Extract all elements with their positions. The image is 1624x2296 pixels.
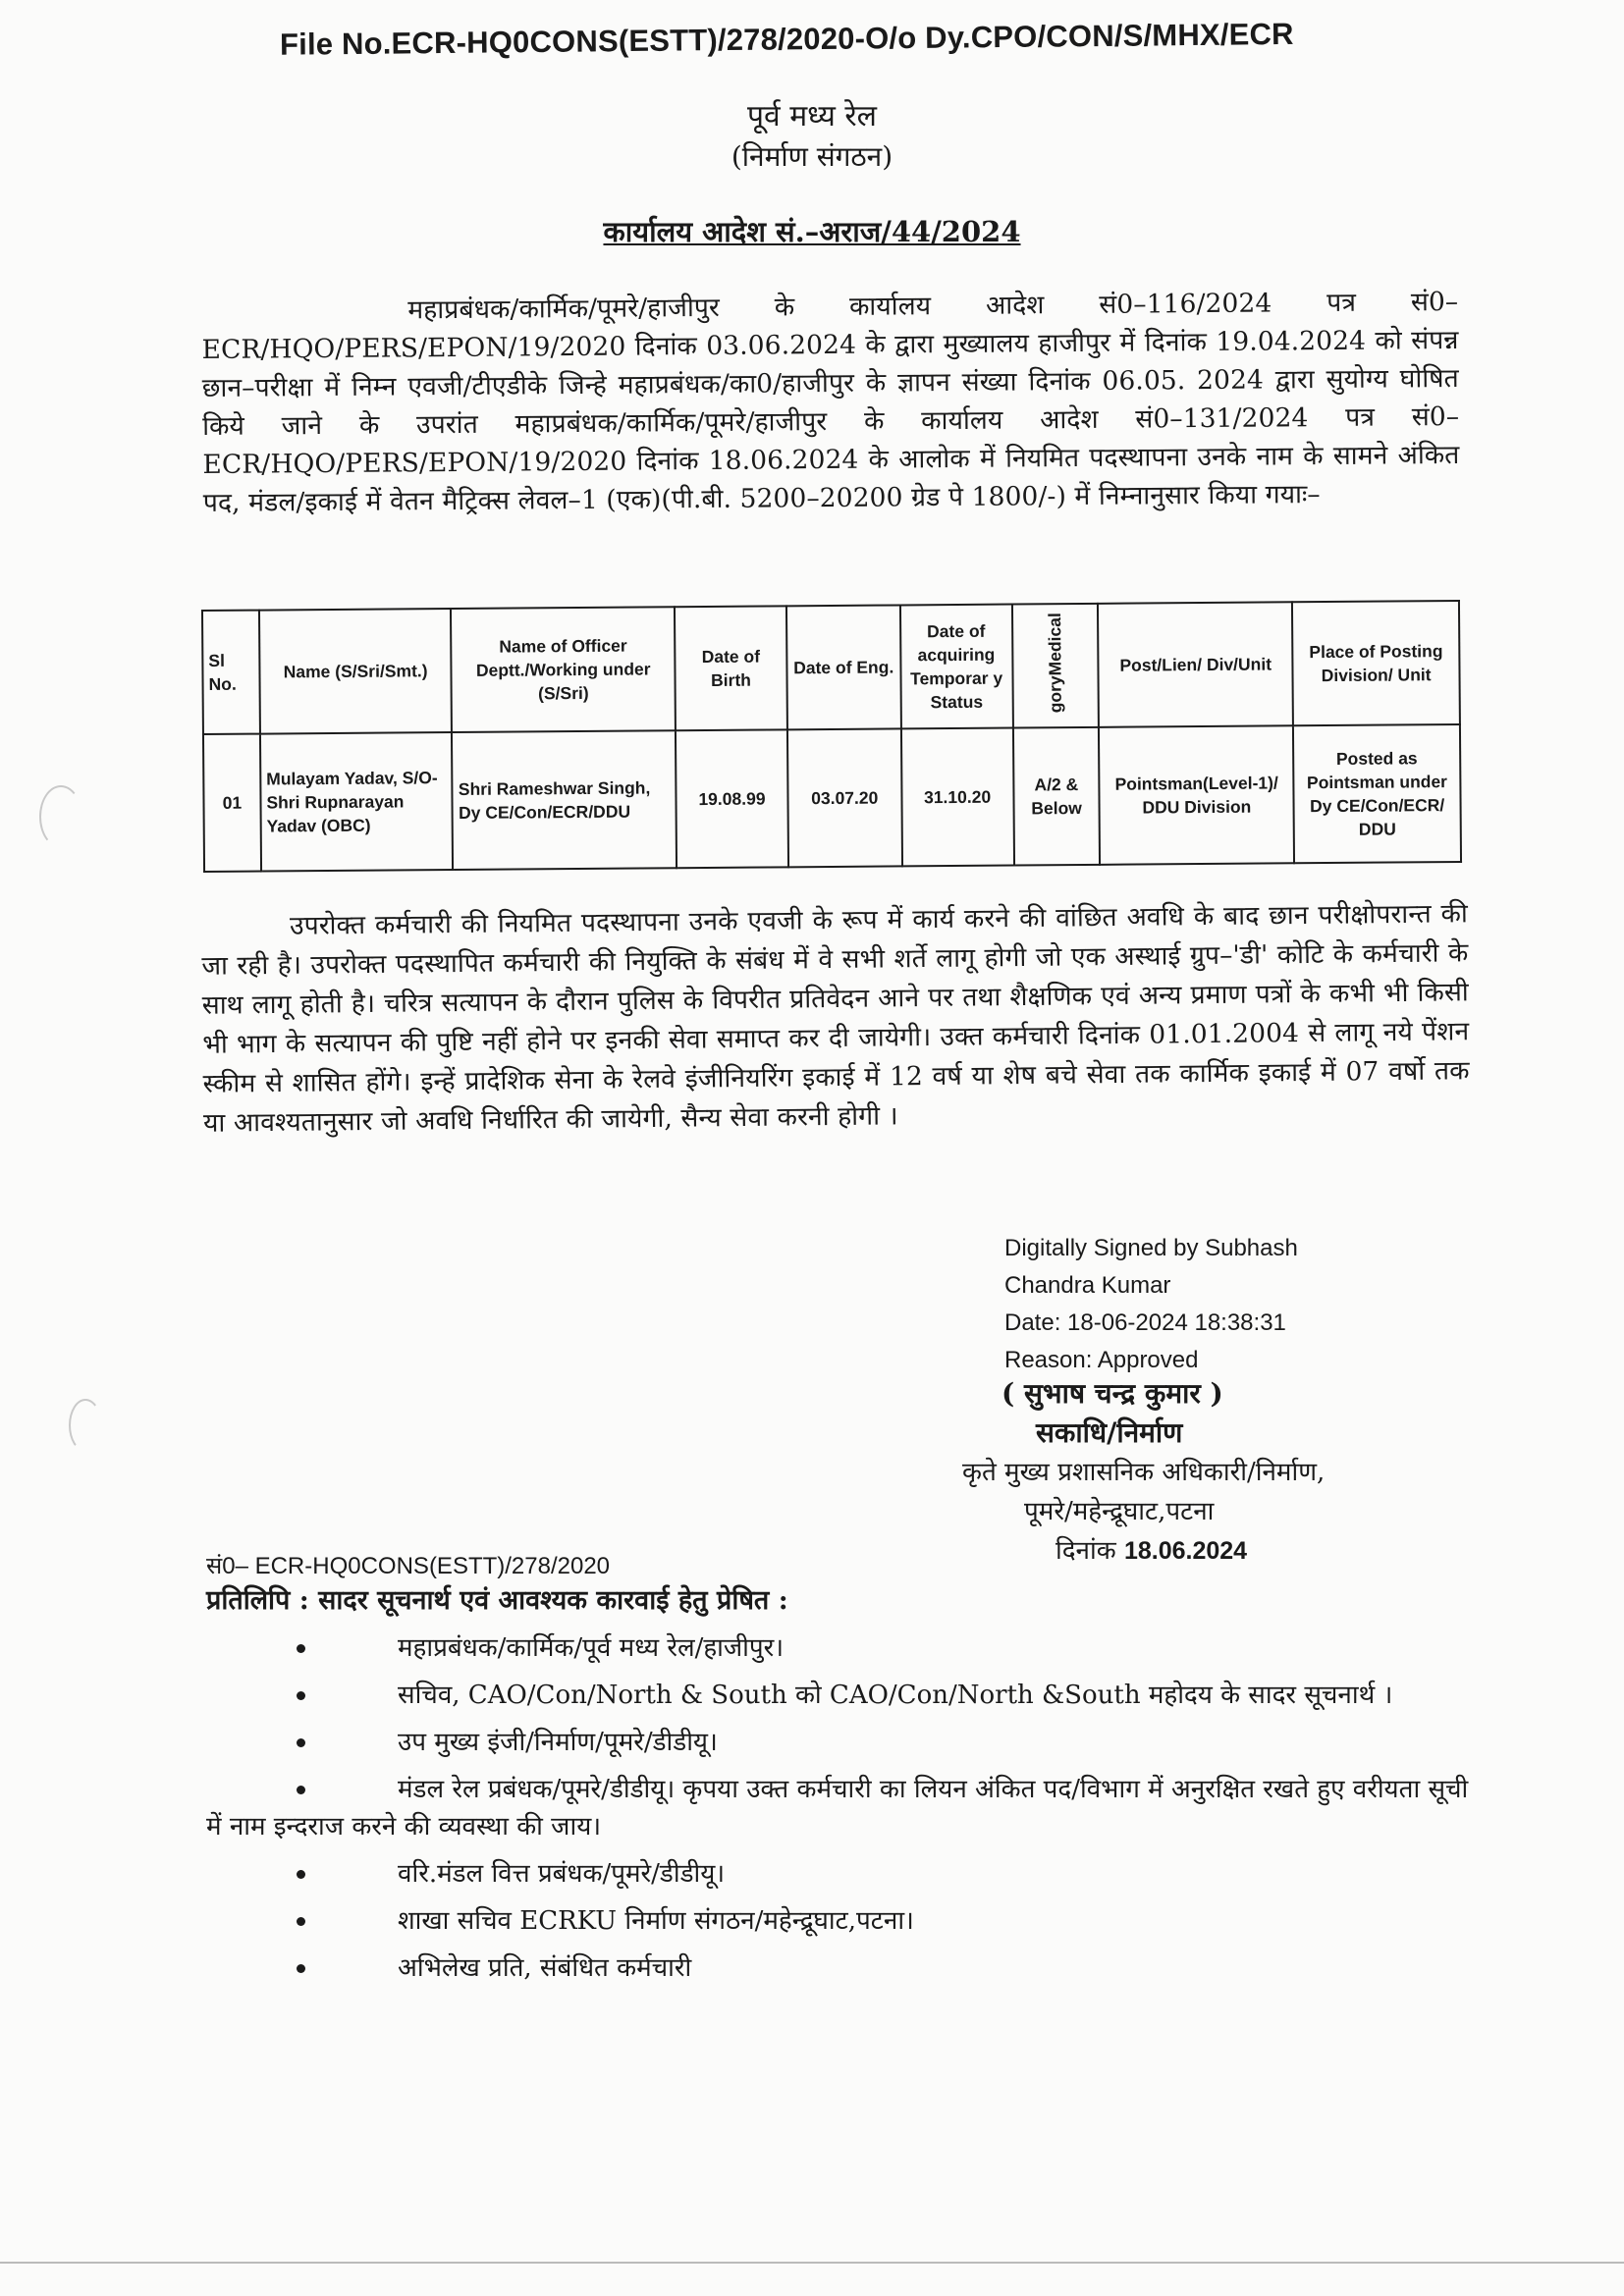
scan-edge-line [0, 2262, 1624, 2264]
cell-date-of-engagement: 03.07.20 [787, 728, 902, 867]
list-item [206, 1771, 1483, 1845]
bullet-icon [297, 1644, 305, 1653]
bullet-icon [297, 1870, 305, 1879]
table-header-row [202, 601, 1460, 734]
punch-hole-mark [69, 1399, 102, 1452]
bullet-icon [297, 1691, 305, 1700]
header-place-of-posting: Place of Posting Division/ Unit [1292, 601, 1460, 725]
list-item-text: सचिव, CAO/Con/North & South को CAO/Con/North &South महोदय के सादर सूचनार्थ । [398, 1681, 1393, 1710]
signature-date [1056, 1531, 1247, 1567]
digital-signature-block [1004, 1230, 1495, 1379]
cell-officer: Shri Rameshwar Singh, Dy CE/Con/ECR/DDU [452, 730, 677, 870]
header-temporary-status: Date of acquiring Temporar y Status [900, 605, 1013, 729]
list-item [206, 1629, 1483, 1667]
header-sl-no: Sl No. [202, 611, 260, 734]
list-item-text: मंडल रेल प्रबंधक/पूमरे/डीडीयू। कृपया उक्त कर्मचारी का लियन अंकित पद/विभाग में अनुरक्षित रखते हुए वरीयता सूची में नाम इन्दराज करने की व्यवस्था की जाय। [206, 1775, 1469, 1842]
organization-name: पूर्व मध्य रेल [746, 99, 878, 133]
copy-to-list [206, 1629, 1483, 1997]
header-medical-category [1011, 604, 1099, 728]
staff-table [201, 600, 1462, 873]
copy-reference-number: सं0– ECR-HQ0CONS(ESTT)/278/2020 [206, 1553, 611, 1579]
bullet-icon [297, 1786, 305, 1794]
bullet-icon [297, 1917, 305, 1926]
organization-subtitle: (निर्माण संगठन) [731, 140, 893, 173]
copy-to-heading: प्रतिलिपि : सादर सूचनार्थ एवं आवश्यक कारवाई हेतु प्रेषित : [206, 1585, 788, 1616]
header-post: Post/Lien/ Div/Unit [1098, 602, 1293, 727]
cell-temporary-status: 31.10.20 [901, 728, 1014, 867]
list-item-text: वरि.मंडल वित्त प्रबंधक/पूमरे/डीडीयू। [398, 1859, 726, 1889]
header-date-of-engagement: Date of Eng. [786, 605, 901, 729]
list-item-text: उप मुख्य इंजी/निर्माण/पूमरे/डीडीयू। [398, 1728, 718, 1757]
conditions-paragraph: उपरोक्त कर्मचारी की नियमित पदस्थापना उनके एवजी के रूप में कार्य करने की वांछित अवधि के बाद छान परीक्षोपरान्त की जा रही है। उपरोक्त पदस्थापित कर्मचारी की नियुक्ति के संबंध में वे सभी शर्ते लागू होगी जो एक अस्थाई ग्रुप–'डी' कोटि के कर्मचारी के साथ लागू होती है। चरित्र सत्यापन के दौरान पुलिस के विपरीत प्रतिवेदन आने पर तथा शैक्षणिक एवं अन्य प्रमाण पत्रों के कभी भी किसी भी भाग के सत्यापन की पुष्टि नहीं होने पर इनकी सेवा समाप्त कर दी जायेगी। उक्त कर्मचारी दिनांक 01.01.2004 से लागू नये पेंशन स्कीम से शासित होंगे। इन्हें प्रादेशिक सेना के रेलवे इंजीनियरिंग इकाई में 12 वर्ष या शेष बचे सेवा तक कार्मिक इकाई में 07 वर्षो तक या आवश्यतानुसार जो अवधि निर्धारित की जायेगी, सैन्य सेवा करनी होगी । [201, 898, 1470, 1139]
cell-date-of-birth: 19.08.99 [676, 729, 788, 868]
signatory-office-line-1: कृते मुख्य प्रशासनिक अधिकारी/निर्माण, [962, 1458, 1326, 1487]
header-date-of-birth: Date of Birth [675, 606, 787, 730]
cell-sl-no: 01 [203, 734, 261, 872]
list-item-text: अभिलेख प्रति, संबंधित कर्मचारी [398, 1953, 692, 1983]
cell-medical-category: A/2 & Below [1012, 727, 1100, 866]
punch-hole-mark [39, 785, 82, 848]
header-name: Name (S/Sri/Smt.) [259, 609, 453, 734]
signatory-designation: सकाधि/निर्माण [1036, 1416, 1183, 1449]
list-item [206, 1949, 1483, 1987]
list-item-text: महाप्रबंधक/कार्मिक/पूर्व मध्य रेल/हाजीपुर। [398, 1633, 785, 1663]
header-officer: Name of Officer Deptt./Working under (S/Sri) [451, 607, 676, 732]
signatory-name: ( सुभाष चन्द्र कुमार ) [1001, 1377, 1223, 1410]
header-medical-label: goryMedical [1045, 613, 1066, 714]
digital-signature-reason: Reason: Approved [1004, 1347, 1199, 1373]
bullet-icon [297, 1738, 305, 1747]
cell-place-of-posting: Posted as Pointsman under Dy CE/Con/ECR/ DDU [1293, 724, 1461, 863]
list-item [206, 1724, 1483, 1761]
signature-date-value: 18.06.2024 [1123, 1537, 1248, 1565]
intro-paragraph: महाप्रबंधक/कार्मिक/पूमरे/हाजीपुर के कार्यालय आदेश सं0–116/2024 पत्र सं0– ECR/HQO/PERS/EPON/19/2020 दिनांक 03.06.2024 के द्वारा मुख्यालय हाजीपुर में दिनांक 19.04.2024 को संपन्न छान–परीक्षा में निम्न एवजी/टीएडीके जिन्हे महाप्रबंधक/का0/हाजीपुर के ज्ञापन संख्या दिनांक 06.05. 2024 द्वारा सुयोग्य घोषित किये जाने के उपरांत महाप्रबंधक/कार्मिक/पूमरे/हाजीपुर के कार्यालय आदेश सं0–131/2024 पत्र सं0– ECR/HQO/PERS/EPON/19/2020 दिनांक 18.06.2024 के आलोक में नियमित पदस्थापना उनके नाम के सामने अंकित पद, मंडल/इकाई में वेतन मैट्रिक्स लेवल–1 (एक)(पी.बी. 5200–20200 ग्रेड पे 1800/-) में निम्नानुसार किया गयाः– [201, 286, 1460, 519]
file-number: File No.ECR-HQ0CONS(ESTT)/278/2020-O/o Dy.CPO/CON/S/MHX/ECR [279, 16, 1294, 62]
digital-signature-line-1: Digitally Signed by Subhash [1004, 1235, 1298, 1261]
signature-date-label: दिनांक [1056, 1536, 1116, 1566]
cell-post: Pointsman(Level-1)/ DDU Division [1099, 725, 1294, 865]
list-item [206, 1855, 1483, 1893]
table-row [203, 724, 1461, 872]
list-item [206, 1677, 1483, 1714]
digital-signature-date: Date: 18-06-2024 18:38:31 [1004, 1309, 1286, 1336]
bullet-icon [297, 1964, 305, 1973]
list-item-text: शाखा सचिव ECRKU निर्माण संगठन/महेन्द्रूघाट,पटना। [398, 1906, 914, 1936]
list-item [206, 1902, 1483, 1940]
digital-signature-line-2: Chandra Kumar [1004, 1272, 1171, 1299]
cell-name: Mulayam Yadav, S/O- Shri Rupnarayan Yadav (OBC) [260, 732, 454, 872]
signatory-office-line-2: पूमरे/महेन्द्रूघाट,पटना [1024, 1497, 1215, 1526]
office-order-number: कार्यालय आदेश सं.–अराज/44/2024 [603, 215, 1021, 248]
